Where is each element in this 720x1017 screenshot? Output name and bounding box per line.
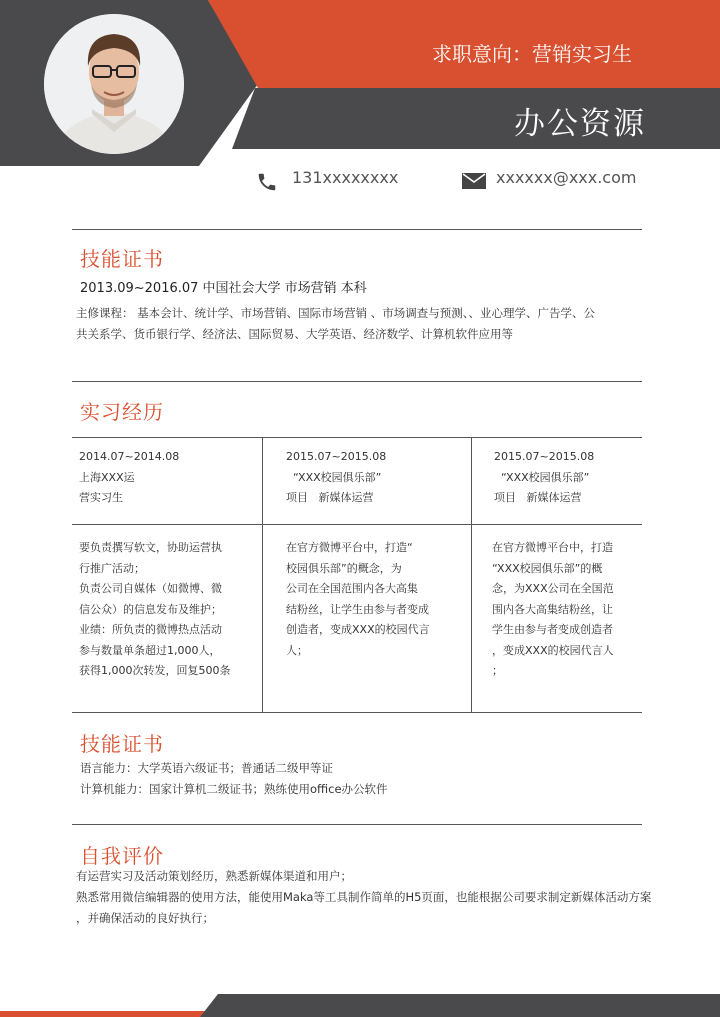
job-intent: 求职意向：营销实习生 xyxy=(432,42,632,66)
courses-line: 共关系学、货币银行学、经济法、国际贸易、大学英语、经济数学、计算机软件应用等 xyxy=(76,327,513,341)
skills-line: 计算机能力：国家计算机二级证书；熟练使用office办公软件 xyxy=(80,782,388,796)
table-column-divider xyxy=(471,437,472,712)
header-dark-bar xyxy=(232,88,720,149)
education-line: 2013.09~2016.07 中国社会大学 市场营销 本科 xyxy=(80,281,367,296)
body-line: 围内各大高集结粉丝，让 xyxy=(492,602,613,616)
body-line: 信公众）的信息发布及维护； xyxy=(79,602,222,616)
self-eval-line: ，并确保活动的良好执行； xyxy=(76,911,214,925)
body-line: “XXX校园俱乐部”的概 xyxy=(492,561,603,575)
table-column-divider xyxy=(262,437,263,712)
body-line: 念，为XXX公司在全国范 xyxy=(492,582,614,595)
internship-role: 项目 新媒体运营 xyxy=(286,491,374,504)
phone-number: 131xxxxxxxx xyxy=(292,168,399,187)
section-title-internship: 实习经历 xyxy=(80,400,164,424)
body-line: ； xyxy=(492,664,503,677)
courses-text xyxy=(76,303,636,345)
candidate-name: 办公资源 xyxy=(514,106,646,142)
table-top-border xyxy=(72,437,642,438)
body-line: 在官方微博平台中，打造“ xyxy=(286,541,413,554)
internship-2-body xyxy=(286,538,468,661)
body-line: 要负责撰写软文，协助运营执 xyxy=(79,541,222,554)
body-line: 结粉丝，让学生由参与者变成 xyxy=(286,602,429,616)
section-title-education: 技能证书 xyxy=(80,247,164,271)
skills-line: 语言能力：大学英语六级证书；普通话二级甲等证 xyxy=(80,761,333,775)
footer-banner xyxy=(0,994,720,1017)
body-line: ，变成XXX的校园代言人 xyxy=(492,643,614,657)
body-line: 学生由参与者变成创造者 xyxy=(492,623,613,636)
body-line: 人； xyxy=(286,643,308,657)
divider xyxy=(72,824,642,825)
divider xyxy=(72,381,642,382)
email-address: xxxxxx@xxx.com xyxy=(496,168,637,187)
internship-company: “XXX校园俱乐部” xyxy=(286,470,382,484)
table-bottom-border xyxy=(72,712,642,713)
skills-text xyxy=(80,758,640,800)
body-line: 行推广活动； xyxy=(79,561,145,575)
body-line: 公司在全国范围内各大高集 xyxy=(286,582,418,595)
body-line: 获得1,000次转发，回复500条 xyxy=(79,664,231,677)
self-eval-line: 有运营实习及活动策划经历，熟悉新媒体渠道和用户； xyxy=(76,869,352,883)
body-line: 校园俱乐部”的概念，为 xyxy=(286,561,402,575)
body-line: 参与数量单条超过1,000人， xyxy=(79,643,221,657)
internship-date: 2015.07~2015.08 xyxy=(286,450,387,463)
internship-role: 项目 新媒体运营 xyxy=(494,491,582,504)
section-title-self-eval: 自我评价 xyxy=(80,844,164,868)
body-line: 负责公司自媒体（如微博、微 xyxy=(79,582,222,595)
section-title-skills: 技能证书 xyxy=(80,732,164,756)
divider xyxy=(72,229,642,230)
body-line: 业绩：所负责的微博热点活动 xyxy=(79,623,222,636)
avatar-photo xyxy=(44,14,184,154)
courses-line: 主修课程： 基本会计、统计学、市场营销、国际市场营销 、市场调查与预测、、业心理学、广告学、公 xyxy=(76,306,596,320)
body-line: 创造者，变成XXX的校园代言 xyxy=(286,623,430,636)
envelope-icon xyxy=(462,173,486,189)
footer-dark-bar xyxy=(200,994,720,1017)
table-row-border xyxy=(72,524,642,525)
body-line: 在官方微博平台中，打造 xyxy=(492,541,613,554)
internship-company: 上海XXX运 xyxy=(79,470,135,484)
internship-role: 营实习生 xyxy=(79,491,123,504)
avatar xyxy=(44,14,184,154)
internship-2-head xyxy=(286,447,466,509)
internship-3-body xyxy=(492,538,640,682)
self-eval-line: 熟悉常用微信编辑器的使用方法，能使用Maka等工具制作简单的H5页面，也能根据公司要求制定新媒体活动方案 xyxy=(76,890,652,904)
internship-company: “XXX校园俱乐部” xyxy=(494,470,590,484)
internship-1-head xyxy=(79,447,259,509)
internship-1-body xyxy=(79,538,261,682)
self-eval-text xyxy=(76,866,716,929)
internship-date: 2014.07~2014.08 xyxy=(79,450,180,463)
phone-icon xyxy=(256,171,278,193)
internship-date: 2015.07~2015.08 xyxy=(494,450,595,463)
internship-3-head xyxy=(494,447,639,509)
